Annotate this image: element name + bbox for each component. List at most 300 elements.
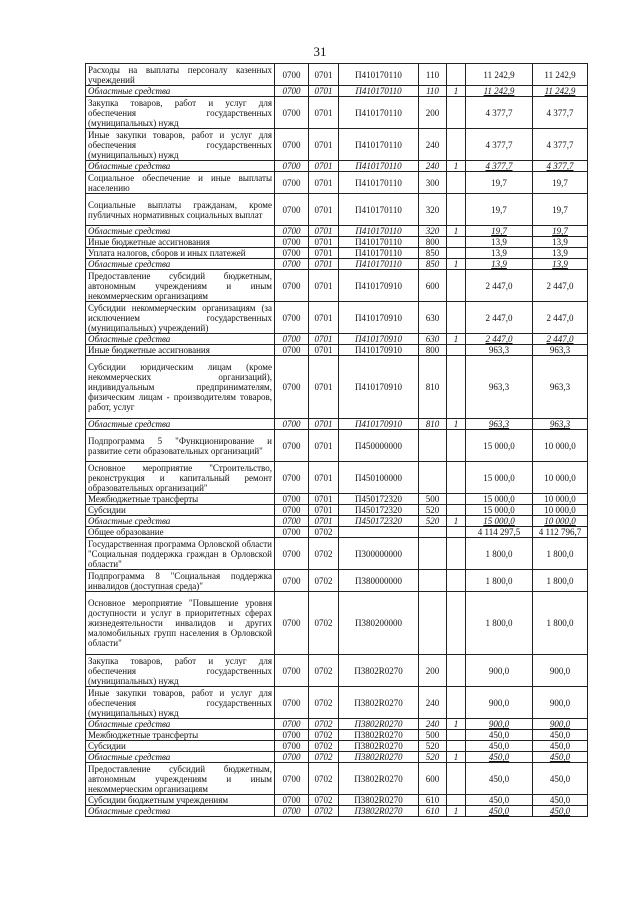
target-article-cell: П410170910 (339, 270, 419, 302)
subsection-code-cell: 0701 (309, 516, 339, 527)
row-name-cell: Областные средства (86, 419, 275, 430)
amount-year2-cell: 10 000,0 (533, 462, 588, 494)
expense-type-cell: 500 (419, 494, 447, 505)
row-name-cell: Предоставление субсидий бюджетным, автономным учреждениям и иным некоммерческим организациям (86, 270, 275, 302)
funding-source-cell (447, 345, 466, 356)
table-row (86, 741, 588, 752)
subsection-code-cell: 0701 (309, 194, 339, 226)
subsection-code-cell: 0702 (309, 806, 339, 817)
section-code-cell: 0700 (275, 719, 309, 730)
expense-type-cell (419, 430, 447, 462)
funding-source-cell (447, 655, 466, 687)
target-article-cell: П450000000 (339, 430, 419, 462)
target-article-cell: П3802R0270 (339, 795, 419, 806)
amount-year2-cell: 2 447,0 (533, 270, 588, 302)
amount-year1-cell: 2 447,0 (466, 334, 533, 345)
row-name-cell: Закупка товаров, работ и услуг для обеспечения государственных (муниципальных) нужд (86, 655, 275, 687)
funding-source-cell (447, 795, 466, 806)
funding-source-cell (447, 356, 466, 419)
subsection-code-cell: 0702 (309, 592, 339, 655)
section-code-cell: 0700 (275, 538, 309, 570)
target-article-cell: П410170110 (339, 194, 419, 226)
table-row (86, 430, 588, 462)
subsection-code-cell: 0701 (309, 86, 339, 97)
target-article-cell: П450172320 (339, 494, 419, 505)
subsection-code-cell: 0701 (309, 505, 339, 516)
funding-source-cell: 1 (447, 806, 466, 817)
target-article-cell: П300000000 (339, 538, 419, 570)
target-article-cell: П380200000 (339, 592, 419, 655)
row-name-cell: Общее образование (86, 527, 275, 538)
subsection-code-cell: 0701 (309, 302, 339, 334)
target-article-cell: П3802R0270 (339, 741, 419, 752)
expense-type-cell: 240 (419, 687, 447, 719)
amount-year2-cell: 10 000,0 (533, 430, 588, 462)
subsection-code-cell: 0702 (309, 741, 339, 752)
section-code-cell: 0700 (275, 730, 309, 741)
section-code-cell: 0700 (275, 345, 309, 356)
section-code-cell: 0700 (275, 259, 309, 270)
section-code-cell: 0700 (275, 64, 309, 86)
expense-type-cell: 600 (419, 270, 447, 302)
section-code-cell: 0700 (275, 161, 309, 172)
subsection-code-cell: 0701 (309, 259, 339, 270)
expense-type-cell: 800 (419, 345, 447, 356)
target-article-cell: П3802R0270 (339, 752, 419, 763)
section-code-cell: 0700 (275, 795, 309, 806)
amount-year1-cell: 450,0 (466, 795, 533, 806)
expense-type-cell: 240 (419, 129, 447, 161)
subsection-code-cell: 0701 (309, 430, 339, 462)
target-article-cell: П410170910 (339, 334, 419, 345)
amount-year2-cell: 11 242,9 (533, 64, 588, 86)
funding-source-cell (447, 194, 466, 226)
funding-source-cell: 1 (447, 719, 466, 730)
funding-source-cell: 1 (447, 516, 466, 527)
amount-year2-cell: 2 447,0 (533, 334, 588, 345)
amount-year1-cell: 963,3 (466, 356, 533, 419)
funding-source-cell (447, 430, 466, 462)
target-article-cell: П410170110 (339, 226, 419, 237)
row-name-cell: Иные бюджетные ассигнования (86, 345, 275, 356)
funding-source-cell (447, 248, 466, 259)
expense-type-cell: 810 (419, 356, 447, 419)
subsection-code-cell: 0702 (309, 527, 339, 538)
target-article-cell: П410170110 (339, 237, 419, 248)
funding-source-cell: 1 (447, 161, 466, 172)
row-name-cell: Иные закупки товаров, работ и услуг для обеспечения государственных (муниципальных) нужд (86, 129, 275, 161)
expense-type-cell (419, 538, 447, 570)
section-code-cell: 0700 (275, 237, 309, 248)
section-code-cell: 0700 (275, 97, 309, 129)
subsection-code-cell: 0702 (309, 752, 339, 763)
row-name-cell: Основное мероприятие "Повышение уровня доступности и услуг в приоритетных сферах жизнедеятельности инвалидов и других маломобильных групп населения в Орловской области" (86, 592, 275, 655)
subsection-code-cell: 0701 (309, 419, 339, 430)
table-row (86, 592, 588, 655)
amount-year1-cell: 13,9 (466, 248, 533, 259)
expense-type-cell: 110 (419, 86, 447, 97)
amount-year1-cell: 450,0 (466, 763, 533, 795)
table-row (86, 86, 588, 97)
amount-year1-cell: 4 377,7 (466, 129, 533, 161)
row-name-cell: Иные бюджетные ассигнования (86, 237, 275, 248)
funding-source-cell: 1 (447, 334, 466, 345)
table-row (86, 270, 588, 302)
table-row (86, 161, 588, 172)
funding-source-cell (447, 527, 466, 538)
expense-type-cell: 200 (419, 97, 447, 129)
row-name-cell: Закупка товаров, работ и услуг для обеспечения государственных (муниципальных) нужд (86, 97, 275, 129)
amount-year2-cell: 10 000,0 (533, 516, 588, 527)
funding-source-cell (447, 129, 466, 161)
amount-year1-cell: 11 242,9 (466, 86, 533, 97)
row-name-cell: Подпрограмма 8 "Социальная поддержка инвалидов (доступная среда)" (86, 570, 275, 592)
target-article-cell: П3802R0270 (339, 655, 419, 687)
funding-source-cell (447, 172, 466, 194)
section-code-cell: 0700 (275, 302, 309, 334)
amount-year2-cell: 450,0 (533, 752, 588, 763)
section-code-cell: 0700 (275, 763, 309, 795)
expense-type-cell: 520 (419, 752, 447, 763)
amount-year2-cell: 450,0 (533, 795, 588, 806)
expense-type-cell: 320 (419, 226, 447, 237)
amount-year1-cell: 15 000,0 (466, 505, 533, 516)
table-row (86, 730, 588, 741)
target-article-cell: П410170910 (339, 356, 419, 419)
row-name-cell: Областные средства (86, 86, 275, 97)
subsection-code-cell: 0701 (309, 345, 339, 356)
amount-year1-cell: 450,0 (466, 806, 533, 817)
expense-type-cell: 520 (419, 741, 447, 752)
target-article-cell: П410170110 (339, 86, 419, 97)
expense-type-cell (419, 570, 447, 592)
section-code-cell: 0700 (275, 494, 309, 505)
section-code-cell: 0700 (275, 419, 309, 430)
expense-type-cell: 520 (419, 516, 447, 527)
target-article-cell: П3802R0270 (339, 730, 419, 741)
funding-source-cell (447, 302, 466, 334)
row-name-cell: Социальные выплаты гражданам, кроме публичных нормативных социальных выплат (86, 194, 275, 226)
amount-year2-cell: 4 377,7 (533, 161, 588, 172)
subsection-code-cell: 0702 (309, 655, 339, 687)
table-row (86, 494, 588, 505)
amount-year1-cell: 450,0 (466, 752, 533, 763)
target-article-cell: П450172320 (339, 516, 419, 527)
amount-year1-cell: 1 800,0 (466, 570, 533, 592)
subsection-code-cell: 0701 (309, 334, 339, 345)
funding-source-cell: 1 (447, 86, 466, 97)
table-row (86, 505, 588, 516)
expense-type-cell: 610 (419, 806, 447, 817)
row-name-cell: Областные средства (86, 259, 275, 270)
amount-year2-cell: 450,0 (533, 763, 588, 795)
amount-year1-cell: 450,0 (466, 730, 533, 741)
section-code-cell: 0700 (275, 741, 309, 752)
section-code-cell: 0700 (275, 194, 309, 226)
subsection-code-cell: 0702 (309, 538, 339, 570)
funding-source-cell: 1 (447, 259, 466, 270)
row-name-cell: Уплата налогов, сборов и иных платежей (86, 248, 275, 259)
row-name-cell: Областные средства (86, 161, 275, 172)
target-article-cell: П410170110 (339, 64, 419, 86)
amount-year1-cell: 2 447,0 (466, 302, 533, 334)
row-name-cell: Областные средства (86, 806, 275, 817)
section-code-cell: 0700 (275, 752, 309, 763)
section-code-cell: 0700 (275, 86, 309, 97)
target-article-cell: П410170910 (339, 302, 419, 334)
table-row (86, 194, 588, 226)
subsection-code-cell: 0701 (309, 462, 339, 494)
amount-year2-cell: 13,9 (533, 237, 588, 248)
target-article-cell: П380000000 (339, 570, 419, 592)
row-name-cell: Межбюджетные трансферты (86, 494, 275, 505)
amount-year2-cell: 19,7 (533, 194, 588, 226)
row-name-cell: Иные закупки товаров, работ и услуг для обеспечения государственных (муниципальных) нужд (86, 687, 275, 719)
table-row (86, 763, 588, 795)
amount-year1-cell: 900,0 (466, 687, 533, 719)
table-row (86, 719, 588, 730)
expense-type-cell: 200 (419, 655, 447, 687)
expense-type-cell: 240 (419, 161, 447, 172)
amount-year1-cell: 19,7 (466, 226, 533, 237)
amount-year2-cell: 13,9 (533, 248, 588, 259)
row-name-cell: Субсидии (86, 505, 275, 516)
funding-source-cell (447, 741, 466, 752)
row-name-cell: Субсидии некоммерческим организациям (за исключением государственных (муниципальных) учреждений) (86, 302, 275, 334)
section-code-cell: 0700 (275, 430, 309, 462)
expense-type-cell: 630 (419, 334, 447, 345)
section-code-cell: 0700 (275, 570, 309, 592)
expense-type-cell (419, 592, 447, 655)
expense-type-cell: 520 (419, 505, 447, 516)
amount-year2-cell: 13,9 (533, 259, 588, 270)
amount-year2-cell: 450,0 (533, 730, 588, 741)
subsection-code-cell: 0701 (309, 237, 339, 248)
expense-type-cell: 110 (419, 64, 447, 86)
amount-year2-cell: 450,0 (533, 806, 588, 817)
funding-source-cell (447, 570, 466, 592)
table-row (86, 462, 588, 494)
table-row (86, 172, 588, 194)
amount-year2-cell: 19,7 (533, 226, 588, 237)
table-body (86, 64, 588, 817)
amount-year1-cell: 1 800,0 (466, 592, 533, 655)
amount-year2-cell: 1 800,0 (533, 538, 588, 570)
subsection-code-cell: 0701 (309, 97, 339, 129)
row-name-cell: Областные средства (86, 516, 275, 527)
table-row (86, 687, 588, 719)
amount-year1-cell: 13,9 (466, 237, 533, 248)
target-article-cell: П410170110 (339, 259, 419, 270)
amount-year1-cell: 15 000,0 (466, 430, 533, 462)
section-code-cell: 0700 (275, 687, 309, 719)
table-row (86, 345, 588, 356)
row-name-cell: Субсидии юридическим лицам (кроме некоммерческих организаций), индивидуальным предпринимателям, физическим лицам - производителям товаров, работ, услуг (86, 356, 275, 419)
row-name-cell: Расходы на выплаты персоналу казенных учреждений (86, 64, 275, 86)
amount-year1-cell: 11 242,9 (466, 64, 533, 86)
row-name-cell: Областные средства (86, 752, 275, 763)
amount-year2-cell: 963,3 (533, 419, 588, 430)
row-name-cell: Областные средства (86, 226, 275, 237)
table-row (86, 806, 588, 817)
amount-year1-cell: 900,0 (466, 655, 533, 687)
section-code-cell: 0700 (275, 356, 309, 419)
funding-source-cell (447, 64, 466, 86)
target-article-cell (339, 527, 419, 538)
amount-year1-cell: 963,3 (466, 345, 533, 356)
section-code-cell: 0700 (275, 655, 309, 687)
subsection-code-cell: 0701 (309, 161, 339, 172)
target-article-cell: П410170910 (339, 419, 419, 430)
amount-year2-cell: 2 447,0 (533, 302, 588, 334)
target-article-cell: П410170910 (339, 345, 419, 356)
expense-type-cell: 610 (419, 795, 447, 806)
expense-type-cell: 800 (419, 237, 447, 248)
funding-source-cell (447, 538, 466, 570)
section-code-cell: 0700 (275, 172, 309, 194)
target-article-cell: П450172320 (339, 505, 419, 516)
subsection-code-cell: 0702 (309, 763, 339, 795)
table-row (86, 527, 588, 538)
expense-type-cell: 850 (419, 259, 447, 270)
subsection-code-cell: 0702 (309, 570, 339, 592)
subsection-code-cell: 0701 (309, 64, 339, 86)
amount-year2-cell: 900,0 (533, 719, 588, 730)
subsection-code-cell: 0702 (309, 795, 339, 806)
target-article-cell: П410170110 (339, 248, 419, 259)
funding-source-cell (447, 763, 466, 795)
amount-year1-cell: 450,0 (466, 741, 533, 752)
expense-type-cell: 600 (419, 763, 447, 795)
table-row (86, 334, 588, 345)
target-article-cell: П410170110 (339, 172, 419, 194)
section-code-cell: 0700 (275, 270, 309, 302)
row-name-cell: Социальное обеспечение и иные выплаты населению (86, 172, 275, 194)
target-article-cell: П410170110 (339, 129, 419, 161)
section-code-cell: 0700 (275, 592, 309, 655)
page-number: 31 (313, 44, 327, 59)
row-name-cell: Межбюджетные трансферты (86, 730, 275, 741)
funding-source-cell (447, 462, 466, 494)
amount-year1-cell: 963,3 (466, 419, 533, 430)
amount-year2-cell: 10 000,0 (533, 494, 588, 505)
subsection-code-cell: 0702 (309, 687, 339, 719)
subsection-code-cell: 0702 (309, 730, 339, 741)
section-code-cell: 0700 (275, 226, 309, 237)
table-row (86, 129, 588, 161)
amount-year1-cell: 13,9 (466, 259, 533, 270)
row-name-cell: Областные средства (86, 334, 275, 345)
funding-source-cell (447, 270, 466, 302)
amount-year1-cell: 15 000,0 (466, 462, 533, 494)
section-code-cell: 0700 (275, 462, 309, 494)
amount-year1-cell: 19,7 (466, 172, 533, 194)
section-code-cell: 0700 (275, 129, 309, 161)
table-row (86, 259, 588, 270)
funding-source-cell: 1 (447, 419, 466, 430)
funding-source-cell (447, 730, 466, 741)
expense-type-cell: 630 (419, 302, 447, 334)
expense-type-cell: 300 (419, 172, 447, 194)
amount-year2-cell: 450,0 (533, 741, 588, 752)
amount-year2-cell: 1 800,0 (533, 592, 588, 655)
subsection-code-cell: 0701 (309, 172, 339, 194)
table-row (86, 97, 588, 129)
table-row (86, 570, 588, 592)
amount-year1-cell: 15 000,0 (466, 516, 533, 527)
amount-year1-cell: 15 000,0 (466, 494, 533, 505)
target-article-cell: П3802R0270 (339, 806, 419, 817)
funding-source-cell: 1 (447, 752, 466, 763)
amount-year2-cell: 4 377,7 (533, 129, 588, 161)
target-article-cell: П410170110 (339, 161, 419, 172)
subsection-code-cell: 0701 (309, 226, 339, 237)
target-article-cell: П410170110 (339, 97, 419, 129)
subsection-code-cell: 0702 (309, 719, 339, 730)
row-name-cell: Государственная программа Орловской области "Социальная поддержка граждан в Орловской области" (86, 538, 275, 570)
amount-year1-cell: 19,7 (466, 194, 533, 226)
funding-source-cell (447, 687, 466, 719)
section-code-cell: 0700 (275, 505, 309, 516)
amount-year1-cell: 4 377,7 (466, 161, 533, 172)
row-name-cell: Субсидии (86, 741, 275, 752)
target-article-cell: П3802R0270 (339, 763, 419, 795)
row-name-cell: Субсидии бюджетным учреждениям (86, 795, 275, 806)
table-row (86, 516, 588, 527)
expense-type-cell: 810 (419, 419, 447, 430)
amount-year2-cell: 900,0 (533, 687, 588, 719)
funding-source-cell (447, 505, 466, 516)
subsection-code-cell: 0701 (309, 356, 339, 419)
subsection-code-cell: 0701 (309, 494, 339, 505)
row-name-cell: Подпрограмма 5 "Функционирование и развитие сети образовательных организаций" (86, 430, 275, 462)
amount-year2-cell: 963,3 (533, 356, 588, 419)
table-row (86, 356, 588, 419)
table-row (86, 237, 588, 248)
expense-type-cell (419, 527, 447, 538)
amount-year2-cell: 19,7 (533, 172, 588, 194)
subsection-code-cell: 0701 (309, 248, 339, 259)
table-row (86, 248, 588, 259)
target-article-cell: П450100000 (339, 462, 419, 494)
section-code-cell: 0700 (275, 248, 309, 259)
amount-year2-cell: 10 000,0 (533, 505, 588, 516)
section-code-cell: 0700 (275, 806, 309, 817)
amount-year2-cell: 4 112 796,7 (533, 527, 588, 538)
subsection-code-cell: 0701 (309, 270, 339, 302)
amount-year2-cell: 963,3 (533, 345, 588, 356)
table-row (86, 795, 588, 806)
funding-source-cell (447, 97, 466, 129)
expense-type-cell: 500 (419, 730, 447, 741)
target-article-cell: П3802R0270 (339, 687, 419, 719)
table-row (86, 538, 588, 570)
funding-source-cell (447, 592, 466, 655)
amount-year1-cell: 900,0 (466, 719, 533, 730)
amount-year1-cell: 4 114 297,5 (466, 527, 533, 538)
funding-source-cell: 1 (447, 226, 466, 237)
amount-year1-cell: 2 447,0 (466, 270, 533, 302)
row-name-cell: Областные средства (86, 719, 275, 730)
amount-year2-cell: 900,0 (533, 655, 588, 687)
table-row (86, 752, 588, 763)
table-row (86, 64, 588, 86)
table-row (86, 655, 588, 687)
section-code-cell: 0700 (275, 334, 309, 345)
amount-year2-cell: 1 800,0 (533, 570, 588, 592)
budget-table (85, 63, 588, 817)
expense-type-cell: 320 (419, 194, 447, 226)
